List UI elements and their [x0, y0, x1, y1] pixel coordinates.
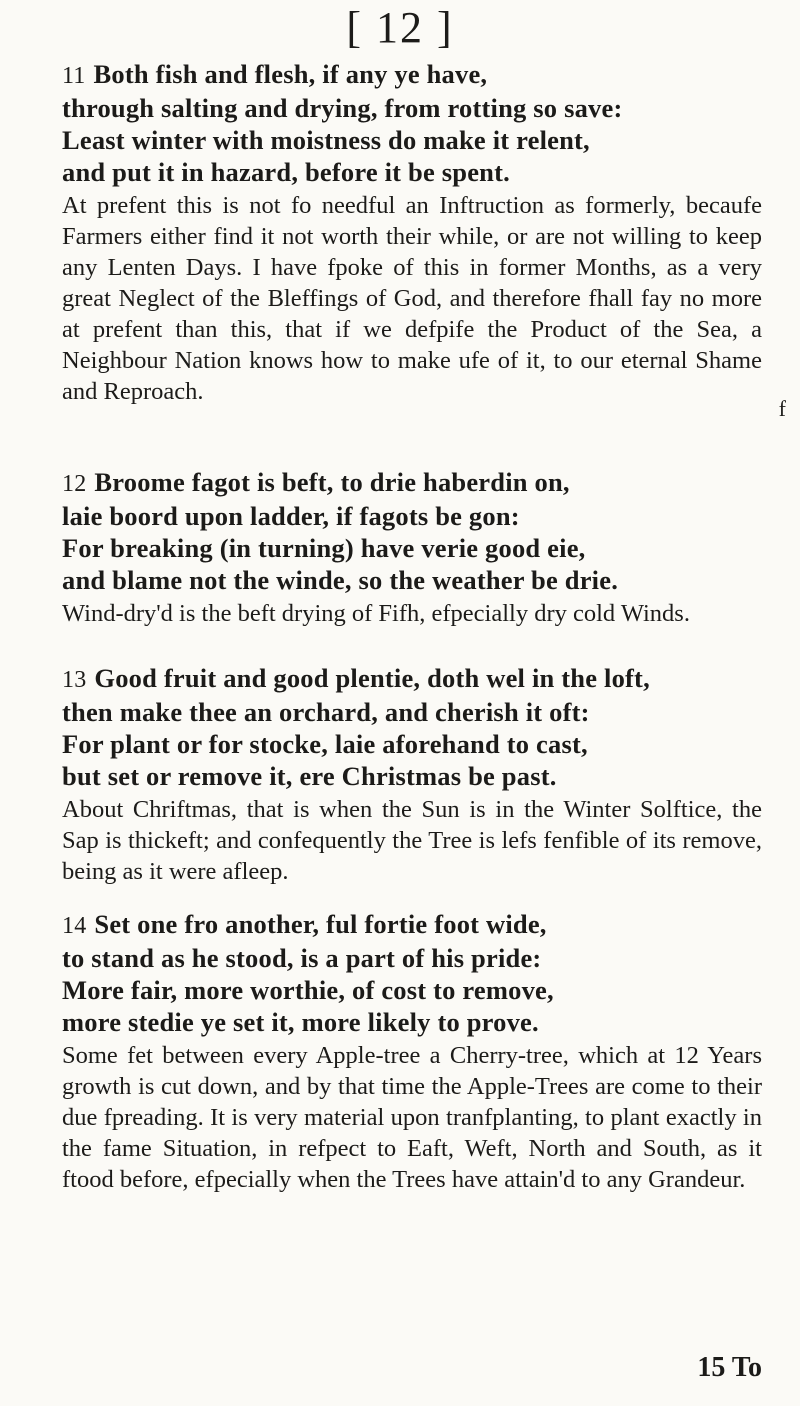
gloss-paragraph: Some fet between every Apple-tree a Cherry-tree, which at 12 Years growth is cut down, and by that time the Apple-Trees are come to their due fpreading. It is very material upon tranfplanting, to plant exactly in the fame Situation, in refpect to Eaft, Weft, North and South, as it ftood before, efpecially when the Trees have attain'd to any Grandeur.: [62, 1042, 762, 1193]
verse-line: For breaking (in turning) have verie good eie,: [62, 533, 586, 563]
verse: [62, 466, 762, 596]
verse-line: Both fish and flesh, if any ye have,: [93, 59, 488, 89]
entry-number: 12: [62, 471, 87, 497]
verse-line: Good fruit and good plentie, doth wel in the loft,: [94, 663, 650, 693]
verse-line: Broome fagot is beft, to drie haberdin on,: [94, 467, 570, 497]
verse: [62, 662, 762, 792]
verse: [62, 58, 762, 188]
entry-12: [62, 466, 762, 629]
entry-14: [62, 908, 762, 1195]
verse-line: More fair, more worthie, of cost to remove,: [62, 975, 554, 1005]
page-number: [ 12 ]: [346, 3, 454, 52]
margin-mark: f: [778, 396, 786, 421]
entry-number: 14: [62, 913, 87, 939]
verse-line: but set or remove it, ere Christmas be past.: [62, 761, 557, 791]
verse-line: through salting and drying, from rotting so save:: [62, 93, 623, 123]
verse: [62, 908, 762, 1038]
gloss-paragraph: Wind-dry'd is the beft drying of Fifh, efpecially dry cold Winds.: [62, 600, 690, 627]
verse-line: to stand as he stood, is a part of his pride:: [62, 943, 542, 973]
gloss-paragraph: About Chriftmas, that is when the Sun is in the Winter Solftice, the Sap is thickeft; and confequently the Tree is lefs fenfible of its remove, being as it were afleep.: [62, 796, 762, 885]
entry-13: [62, 662, 762, 887]
entry-number: 13: [62, 667, 87, 693]
verse-line: and put it in hazard, before it be spent.: [62, 157, 510, 187]
catchword: 15 To: [697, 1352, 762, 1383]
gloss-paragraph: At prefent this is not fo needful an Inftruction as formerly, becaufe Farmers either find it not worth their while, or are not willing to keep any Lenten Days. I have fpoke of this in former Months, as a very great Neglect of the Bleffings of God, and therefore fhall fay no more at prefent than this, that if we defpife the Product of the Sea, a Neighbour Nation knows how to make ufe of it, to our eternal Shame and Reproach.: [62, 192, 762, 405]
entry-number: 11: [62, 63, 86, 89]
verse-line: then make thee an orchard, and cherish it oft:: [62, 697, 590, 727]
verse-line: For plant or for stocke, laie aforehand to cast,: [62, 729, 588, 759]
verse-line: laie boord upon ladder, if fagots be gon:: [62, 501, 520, 531]
entry-11: [62, 58, 762, 407]
verse-line: Least winter with moistness do make it relent,: [62, 125, 590, 155]
verse-line: and blame not the winde, so the weather be drie.: [62, 565, 619, 595]
verse-line: Set one fro another, ful fortie foot wide,: [94, 909, 547, 939]
verse-line: more stedie ye set it, more likely to prove.: [62, 1007, 539, 1037]
